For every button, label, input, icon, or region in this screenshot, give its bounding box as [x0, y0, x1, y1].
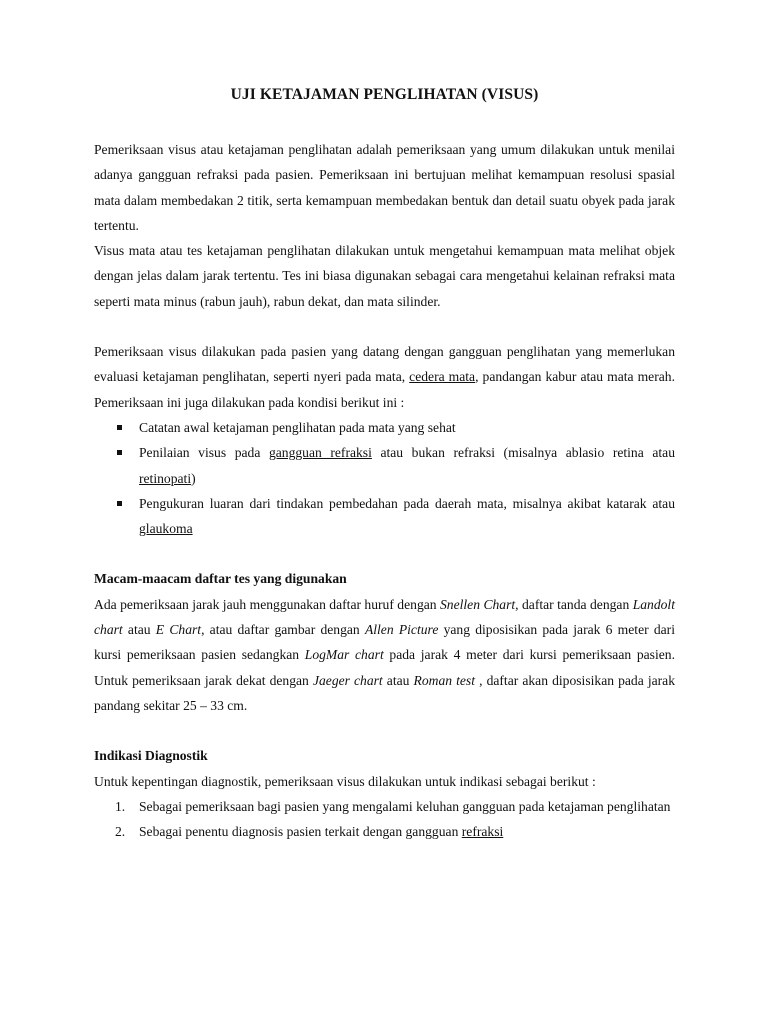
diagnostic-numbered-list: [94, 794, 675, 845]
bullet-item: [139, 440, 675, 491]
numbered-item: [115, 794, 675, 819]
bullet-item: [139, 491, 675, 542]
link-retinopati[interactable]: retinopati: [139, 470, 192, 486]
bullet-text: Penilaian visus pada: [139, 445, 269, 461]
paragraph-gap: [94, 541, 675, 566]
link-cedera-mata[interactable]: cedera mata: [409, 369, 476, 385]
text-run: yang diposisikan pada jarak 6 meter dari kursi pemeriksaan pasien sedangkan: [94, 622, 675, 663]
link-refraksi[interactable]: refraksi: [461, 824, 504, 840]
indication-paragraph: [94, 339, 675, 415]
link-gangguan-refraksi[interactable]: gangguan refraksi: [268, 445, 372, 461]
bullet-text: atau bukan refraksi (misalnya ablasio retina atau: [371, 445, 675, 461]
text-run: , daftar tanda dengan: [515, 596, 633, 612]
section-heading-test-charts: Macam-maacam daftar tes yang digunakan: [94, 571, 347, 587]
bullet-text: ): [191, 470, 196, 486]
term-allen-picture: Allen Picture: [364, 622, 439, 638]
diagnostic-intro: Untuk kepentingan diagnostik, pemeriksaan visus dilakukan untuk indikasi sebagai berikut :: [94, 773, 596, 789]
item-number: 2.: [115, 824, 126, 840]
intro-paragraph-2: Visus mata atau tes ketajaman penglihatan dilakukan untuk mengetahui kemampuan mata melihat objek dengan jelas dalam jarak tertentu. Tes ini biasa digunakan sebagai cara mengetahui kelainan refraksi mata seperti mata minus (rabun jauh), rabun dekat, dan mata silinder.: [94, 243, 675, 309]
item-text: Sebagai penentu diagnosis pasien terkait dengan gangguan: [139, 824, 462, 840]
indication-bullet-list: [94, 415, 675, 541]
item-number: 1.: [115, 798, 126, 814]
intro-paragraph-1: Pemeriksaan visus atau ketajaman penglihatan adalah pemeriksaan yang umum dilakukan untuk menilai adanya gangguan refraksi pada pasien. Pemeriksaan ini bertujuan melihat kemampuan resolusi spasial mata dalam membedakan 2 titik, serta kemampuan membedakan bentuk dan detail suatu obyek pada jarak tertentu.: [94, 142, 675, 233]
term-logmar-chart: LogMar chart: [304, 647, 384, 663]
item-text: Sebagai pemeriksaan bagi pasien yang mengalami keluhan gangguan pada ketajaman penglihatan: [139, 798, 671, 814]
text-run: atau: [382, 672, 414, 688]
bullet-item: [139, 415, 675, 440]
paragraph-gap: [94, 718, 675, 743]
text-run: , daftar akan diposisikan pada jarak pandang sekitar 25 – 33 cm.: [94, 672, 676, 713]
term-snellen-chart: Snellen Chart: [440, 596, 516, 612]
bullet-text: Catatan awal ketajaman penglihatan pada mata yang sehat: [139, 419, 456, 435]
test-charts-paragraph: [94, 592, 675, 718]
link-glaukoma[interactable]: glaukoma: [139, 521, 193, 537]
document-title: UJI KETAJAMAN PENGLIHATAN (VISUS): [230, 86, 539, 103]
term-e-chart: E Chart: [155, 622, 202, 638]
text-run: atau: [122, 622, 156, 638]
section-heading-diagnostic: Indikasi Diagnostik: [94, 748, 208, 764]
paragraph-gap: [94, 314, 675, 339]
text-run: pada jarak 4 meter dari kursi pemeriksaan pasien. Untuk pemeriksaan jarak dekat dengan: [94, 647, 675, 688]
indication-text-a: Pemeriksaan visus dilakukan pada pasien yang datang dengan gangguan penglihatan yang memerlukan evaluasi ketajaman penglihatan, seperti nyeri pada mata,: [94, 344, 675, 385]
term-landolt-chart: Landolt chart: [94, 596, 675, 638]
text-run: Ada pemeriksaan jarak jauh menggunakan daftar huruf dengan: [94, 596, 440, 612]
bullet-text: Pengukuran luaran dari tindakan pembedahan pada daerah mata, misalnya akibat katarak atau: [139, 495, 675, 511]
term-roman-test: Roman test: [413, 672, 476, 688]
term-jaeger-chart: Jaeger chart: [312, 672, 383, 688]
indication-text-b: , pandangan kabur atau mata merah. Pemeriksaan ini juga dilakukan pada kondisi berikut ini :: [94, 369, 675, 410]
numbered-item: [115, 819, 675, 844]
text-run: , atau daftar gambar dengan: [201, 622, 365, 638]
